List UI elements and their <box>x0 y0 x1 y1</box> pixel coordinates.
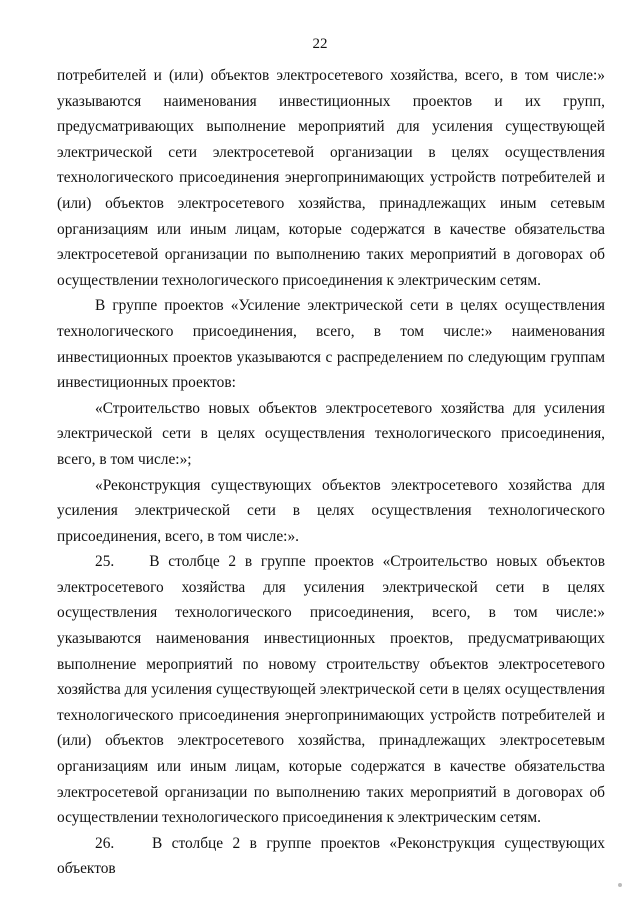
paragraph-continuation: потребителей и (или) объектов электросетевого хозяйства, всего, в том числе:» указываются наименования инвестиционных проектов и их групп, предусматривающих выполнение мероприятий для усиления существующей электрической сети электросетевой организации в целях осуществления технологического присоединения энергопринимающих устройств потребителей и (или) объектов электросетевого хозяйства, принадлежащих иным сетевым организациям или иным лицам, которые содержатся в качестве обязательства электросетевой организации по выполнению таких мероприятий в договорах об осуществлении технологического присоединения к электрическим сетям. <box>57 67 605 289</box>
paragraph-item-25: 25. В столбце 2 в группе проектов «Строительство новых объектов электросетевого хозяйства для усиления электрической сети в целях осуществления технологического присоединения, всего, в том числе:» указываются наименования инвестиционных проектов, предусматривающих выполнение мероприятий по новому строительству объектов электросетевого хозяйства для усиления существующей электрической сети в целях осуществления технологического присоединения энергопринимающих устройств потребителей и (или) объектов электросетевого хозяйства, принадлежащих электросетевым организациям или иным лицам, которые содержатся в качестве обязательства электросетевой организации по выполнению таких мероприятий в договорах об осуществлении технологического присоединения к электрическим сетям. <box>57 553 609 827</box>
scan-mark <box>618 883 622 887</box>
paragraph-reinforcement-group: В группе проектов «Усиление электрической сети в целях осуществления технологического присоединения, всего, в том числе:» наименования инвестиционных проектов указываются с распределением по следующим группам инвестиционных проектов: <box>57 297 605 392</box>
document-body <box>57 63 609 882</box>
page-number: 22 <box>312 36 328 52</box>
paragraph-new-construction-group: «Строительство новых объектов электросетевого хозяйства для усиления электрической сети в целях осуществления технологического присоединения, всего, в том числе:»; <box>57 399 605 468</box>
paragraph-reconstruction-group: «Реконструкция существующих объектов электросетевого хозяйства для усиления электрической сети в целях осуществления технологического присоединения, всего, в том числе:». <box>57 476 605 545</box>
paragraph-item-26: 26. В столбце 2 в группе проектов «Реконструкция существующих объектов <box>57 834 609 878</box>
